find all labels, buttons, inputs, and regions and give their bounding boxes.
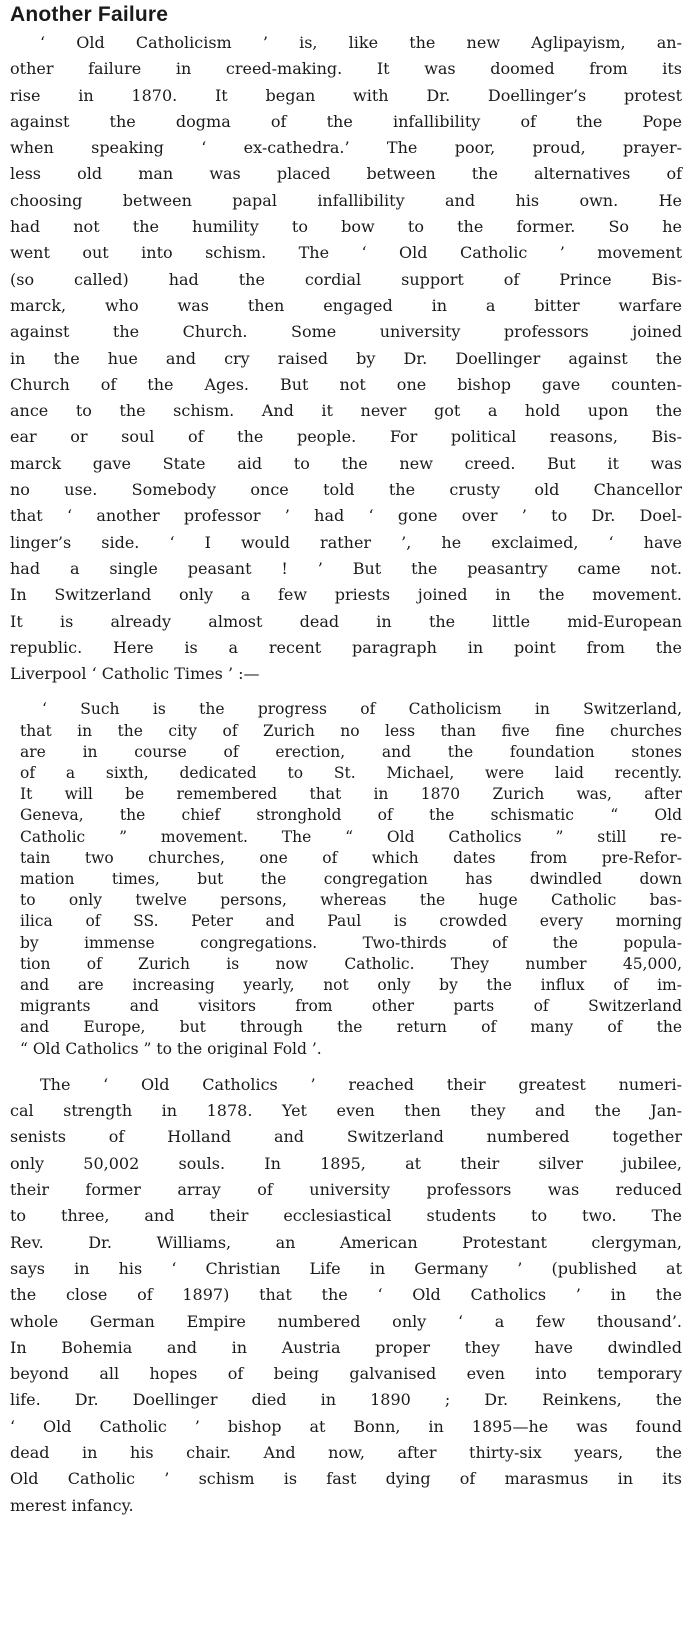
text-line: by immense congregations. Two-thirds of the popula- [20, 933, 682, 952]
text-line: ilica of SS. Peter and Paul is crowded every morning [20, 912, 682, 931]
text-line: went out into schism. The ‘ Old Catholic ’ movement [10, 243, 682, 263]
text-line: and Europe, but through the return of many of the [20, 1018, 682, 1037]
text-line: The ‘ Old Catholics ’ reached their greatest numeri- [40, 1074, 682, 1094]
text-line: ‘ Old Catholicism ’ is, like the new Aglipayism, an- [40, 33, 682, 52]
text-line: senists of Holland and Switzerland numbered together [10, 1127, 682, 1147]
text-line: that in the city of Zurich no less than five fine churches [20, 721, 682, 740]
text-line: and are increasing yearly, not only by the influx of im- [20, 976, 682, 995]
text-line: migrants and visitors from other parts of Switzerland [20, 997, 682, 1016]
text-line: whole German Empire numbered only ‘ a few thousand’. [10, 1311, 682, 1331]
text-line: of a sixth, dedicated to St. Michael, were laid recently. [20, 764, 682, 783]
text-line: It will be remembered that in 1870 Zurich was, after [20, 785, 682, 804]
text-line: In Switzerland only a few priests joined in the movement. [10, 585, 682, 605]
text-line: choosing between papal infallibility and his own. He [10, 190, 682, 210]
text-line: marck, who was then engaged in a bitter warfare [10, 295, 682, 315]
text-line: against the Church. Some university professors joined [10, 322, 682, 342]
text-line: ance to the schism. And it never got a hold upon the [10, 401, 682, 421]
text-line: to three, and their ecclesiastical students to two. The [10, 1206, 682, 1226]
text-line: says in his ‘ Christian Life in Germany ’ (published at [10, 1258, 682, 1278]
text-line: ‘ Such is the progress of Catholicism in Switzerland, [42, 700, 682, 719]
text-line: only 50,002 souls. In 1895, at their silver jubilee, [10, 1153, 682, 1173]
text-line: Rev. Dr. Williams, an American Protestant clergyman, [10, 1232, 682, 1252]
text-line: Geneva, the chief stronghold of the schismatic “ Old [20, 806, 682, 825]
text-line: ear or soul of the people. For political reasons, Bis- [10, 427, 682, 447]
text-line: linger’s side. ‘ I would rather ’, he exclaimed, ‘ have [10, 532, 682, 552]
text-line: (so called) had the cordial support of Prince Bis- [10, 269, 682, 289]
text-line: tion of Zurich is now Catholic. They number 45,000, [20, 954, 682, 973]
text-line: to only twelve persons, whereas the huge Catholic bas- [20, 891, 682, 910]
paragraph-1 [10, 30, 682, 687]
text-line: ‘ Old Catholic ’ bishop at Bonn, in 1895—he was found [10, 1416, 682, 1436]
text-line: “ Old Catholics ” to the original Fold ’. [20, 1039, 322, 1058]
paragraph-2 [10, 1072, 682, 1519]
text-line: republic. Here is a recent paragraph in point from the [10, 637, 682, 657]
text-line: mation times, but the congregation has dwindled down [20, 870, 682, 889]
text-line: life. Dr. Doellinger died in 1890 ; Dr. Reinkens, the [10, 1390, 682, 1410]
article-title: Another Failure [10, 3, 169, 26]
text-line: less old man was placed between the alternatives of [10, 164, 682, 184]
text-line: their former array of university professors was reduced [10, 1180, 682, 1200]
text-line: dead in his chair. And now, after thirty-six years, the [10, 1443, 682, 1463]
text-line: had a single peasant ! ’ But the peasantry came not. [10, 558, 682, 578]
text-line: in the hue and cry raised by Dr. Doellinger against the [10, 348, 682, 368]
text-line: Old Catholic ’ schism is fast dying of marasmus in its [10, 1469, 682, 1489]
text-line: when speaking ‘ ex-cathedra.’ The poor, proud, prayer- [10, 138, 682, 158]
text-line: the close of 1897) that the ‘ Old Catholics ’ in the [10, 1285, 682, 1305]
text-line: It is already almost dead in the little mid-European [10, 611, 682, 631]
text-line: had not the humility to bow to the former. So he [10, 217, 682, 237]
text-line: Liverpool ‘ Catholic Times ’ :— [10, 664, 260, 684]
text-line: merest infancy. [10, 1495, 134, 1515]
text-line: against the dogma of the infallibility of the Pope [10, 111, 682, 131]
text-line: marck gave State aid to the new creed. But it was [10, 453, 682, 473]
text-line: are in course of erection, and the foundation stones [20, 742, 682, 761]
text-line: no use. Somebody once told the crusty old Chancellor [10, 480, 682, 500]
text-line: Church of the Ages. But not one bishop gave counten- [10, 374, 682, 394]
text-line: In Bohemia and in Austria proper they have dwindled [10, 1337, 682, 1357]
quoted-paragraph [10, 699, 682, 1059]
text-line: Catholic ” movement. The “ Old Catholics ” still re- [20, 827, 682, 846]
text-line: rise in 1870. It began with Dr. Doellinger’s protest [10, 85, 682, 105]
text-line: beyond all hopes of being galvanised even into temporary [10, 1364, 682, 1384]
text-line: tain two churches, one of which dates from pre-Refor- [20, 848, 682, 867]
text-line: other failure in creed-making. It was doomed from its [10, 59, 682, 79]
text-line: that ‘ another professor ’ had ‘ gone over ’ to Dr. Doel- [10, 506, 682, 526]
text-line: cal strength in 1878. Yet even then they and the Jan- [10, 1101, 682, 1121]
